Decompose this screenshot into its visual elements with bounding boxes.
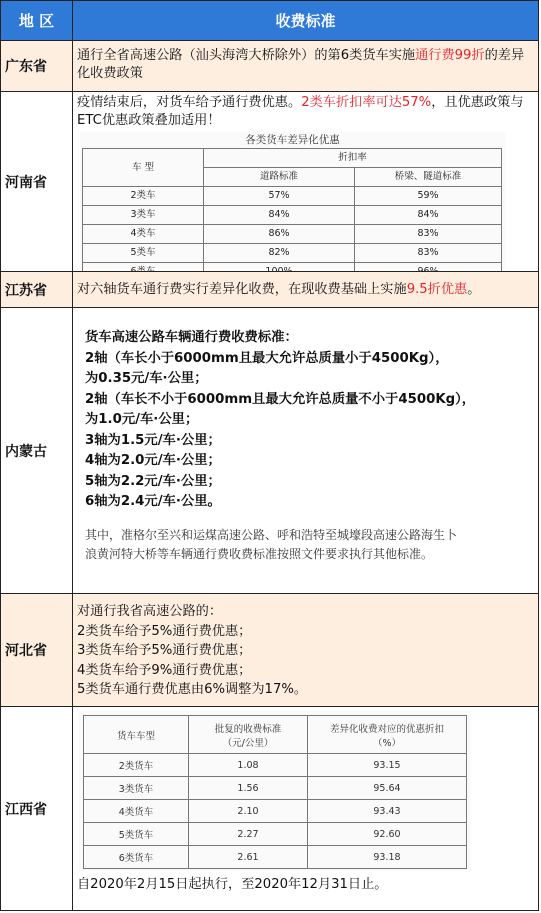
- table-row: [84, 777, 467, 800]
- jiangxi-fee-table: [83, 715, 467, 869]
- henan-col-bridge: 桥梁、隧道标准: [355, 168, 502, 187]
- region-cell-henan: [0, 91, 73, 272]
- region-label-neimenggu: 内蒙古: [5, 443, 47, 460]
- henan-cell-bridge: 83%: [355, 244, 502, 263]
- henan-cell-type: 4类车: [83, 225, 204, 244]
- fee-cell-jiangxi: [72, 706, 539, 911]
- table-row: [83, 225, 502, 244]
- neimenggu-line: 5轴为2.2元/车·公里；: [85, 473, 221, 489]
- jiangxi-col-type: 货车车型: [84, 716, 189, 754]
- jiangxi-cell-fee: 2.27: [189, 823, 308, 846]
- neimenggu-line: 2轴（车长不小于6000mm且最大允许总质量不小于4500Kg），: [85, 391, 476, 407]
- jiangxi-cell-disc: 93.15: [308, 754, 467, 777]
- henan-text: [77, 94, 534, 130]
- table-row: [84, 846, 467, 869]
- neimenggu-line: 6轴为2.4元/车·公里。: [85, 494, 221, 509]
- region-cell-neimenggu: [0, 307, 73, 594]
- jiangxi-cell-type: 6类货车: [84, 846, 189, 869]
- neimenggu-note: [85, 526, 534, 564]
- neimenggu-note-line: 浪黄河特大桥等车辆通行费收费标准按照文件要求执行其他标准。: [85, 546, 434, 561]
- jiangxi-col-disc: [308, 716, 467, 754]
- jiangxi-cell-disc: 93.43: [308, 800, 467, 823]
- henan-text-a: 疫情结束后，对货车给予通行费优惠。: [77, 95, 302, 110]
- hebei-line: 4类货车给予9%通行费优惠；: [77, 662, 252, 678]
- table-row: [84, 800, 467, 823]
- jiangxi-col-fee-line1: 批复的收费标准: [214, 723, 282, 735]
- jiangxi-cell-type: 5类货车: [84, 823, 189, 846]
- neimenggu-line: 4轴为2.0元/车·公里；: [85, 453, 221, 468]
- jiangxi-cell-fee: 1.08: [189, 754, 308, 777]
- henan-text-b: ，且优惠政策与ETC优惠政策叠加适用！: [77, 95, 524, 128]
- header-region-label: 地 区: [18, 12, 55, 30]
- jiangxi-col-fee-line2: （元/公里）: [222, 737, 274, 749]
- jiangxi-cell-disc: 92.60: [308, 823, 467, 846]
- jiangxi-cell-type: 3类货车: [84, 777, 189, 800]
- jiangsu-text-a: 对六轴货车通行费实行差异化收费，在现收费基础上实施: [77, 282, 407, 297]
- henan-cell-road: 57%: [204, 187, 355, 206]
- jiangsu-text-red: 9.5折优惠: [406, 282, 468, 297]
- region-cell-hebei: [0, 593, 73, 707]
- neimenggu-line: 为0.35元/车·公里；: [85, 371, 208, 386]
- neimenggu-note-line: 其中，准格尔至兴和运煤高速公路、呼和浩特至城壕段高速公路海生卜: [85, 527, 458, 542]
- jiangxi-cell-type: 4类货车: [84, 800, 189, 823]
- table-row: [83, 244, 502, 263]
- henan-cell-type: 2类车: [83, 187, 204, 206]
- hebei-line: 对通行我省高速公路的：: [77, 604, 223, 619]
- neimenggu-line: 为1.0元/车·公里；: [85, 412, 199, 427]
- guangdong-text-a: 通行全省高速公路（汕头海湾大桥除外）的第6类货车实施: [77, 48, 416, 63]
- neimenggu-line: 3轴为1.5元/车·公里；: [85, 432, 221, 448]
- henan-cell-bridge: 84%: [355, 206, 502, 225]
- henan-table-image: [80, 132, 505, 268]
- jiangxi-col-disc-line1: 差异化收费对应的优惠折扣: [329, 723, 444, 735]
- jiangxi-cell-type: 2类货车: [84, 754, 189, 777]
- jiangsu-text-b: 。: [467, 282, 481, 297]
- henan-col-type: 车 型: [83, 149, 204, 187]
- jiangxi-footer: 自2020年2月15日起执行，至2020年12月31日止。: [77, 877, 388, 892]
- fee-cell-guangdong: [72, 40, 539, 92]
- table-row: [84, 823, 467, 846]
- henan-cell-road: 82%: [204, 244, 355, 263]
- jiangxi-cell-disc: 95.64: [308, 777, 467, 800]
- region-label-hebei: 河北省: [5, 643, 47, 659]
- jiangxi-col-disc-line2: （%）: [372, 737, 402, 749]
- henan-cell-road: 86%: [204, 225, 355, 244]
- region-label-jiangsu: 江苏省: [5, 282, 47, 299]
- hebei-line: 5类货车通行费优惠由6%调整为17%。: [77, 682, 308, 697]
- jiangxi-cell-fee: 2.10: [189, 800, 308, 823]
- fee-cell-henan: [72, 91, 539, 272]
- hebei-line: 2类货车给予5%通行费优惠；: [77, 623, 252, 639]
- fee-cell-hebei: [72, 593, 539, 707]
- jiangxi-col-fee: [189, 716, 308, 754]
- henan-discount-table: [82, 148, 502, 282]
- henan-cell-type: 5类车: [83, 244, 204, 263]
- header-region-cell: [0, 0, 73, 41]
- fee-cell-jiangsu: [72, 271, 539, 308]
- jiangxi-table-image: [79, 711, 471, 871]
- table-row: [83, 206, 502, 225]
- henan-table-title: 各类货车差异化优惠: [245, 134, 340, 146]
- jiangxi-cell-fee: 1.56: [189, 777, 308, 800]
- region-label-jiangxi: 江西省: [5, 801, 47, 818]
- henan-col-rate: 折扣率: [204, 149, 502, 168]
- henan-text-red: 2类车折扣率可达57%: [301, 95, 432, 110]
- region-label-henan: 河南省: [5, 174, 47, 191]
- header-fee-cell: [72, 0, 539, 41]
- neimenggu-line: 货车高速公路车辆通行费收费标准：: [85, 330, 298, 345]
- region-cell-guangdong: [0, 40, 73, 92]
- neimenggu-standards: [85, 328, 534, 513]
- hebei-line: 3类货车给予5%通行费优惠；: [77, 643, 252, 658]
- henan-col-road: 道路标准: [204, 168, 355, 187]
- henan-cell-road: 84%: [204, 206, 355, 225]
- region-cell-jiangxi: [0, 706, 73, 911]
- henan-cell-bridge: 59%: [355, 187, 502, 206]
- table-row: [84, 754, 467, 777]
- henan-cell-bridge: 83%: [355, 225, 502, 244]
- guangdong-text-red: 通行费99折: [415, 48, 485, 63]
- header-fee-label: 收费标准: [275, 12, 336, 30]
- table-row: [83, 187, 502, 206]
- jiangxi-cell-fee: 2.61: [189, 846, 308, 869]
- region-label-guangdong: 广东省: [5, 59, 47, 75]
- jiangxi-cell-disc: 93.18: [308, 846, 467, 869]
- guangdong-text-b: 的差异化收费政策: [77, 48, 525, 81]
- fee-cell-neimenggu: [72, 307, 539, 594]
- region-cell-jiangsu: [0, 271, 73, 308]
- neimenggu-line: 2轴（车长小于6000mm且最大允许总质量小于4500Kg），: [85, 350, 449, 366]
- henan-cell-type: 3类车: [83, 206, 204, 225]
